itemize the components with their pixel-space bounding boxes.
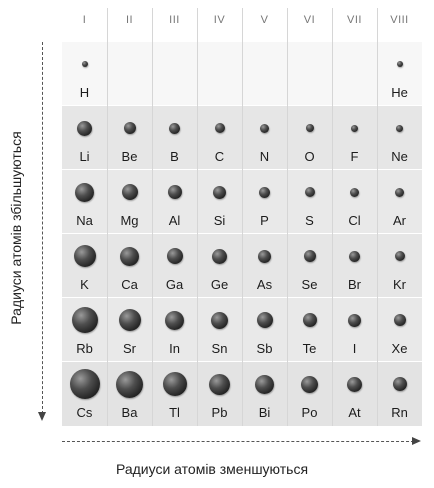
arrow-down-icon bbox=[38, 412, 46, 421]
atom-circle-c bbox=[215, 123, 225, 133]
atom-circle-ga bbox=[167, 248, 183, 264]
element-symbol-ca: Ca bbox=[121, 277, 138, 292]
group-header-7: VII bbox=[347, 14, 362, 26]
group-header-8: VIII bbox=[390, 14, 409, 26]
atom-circle-po bbox=[301, 376, 318, 393]
element-symbol-se: Se bbox=[301, 277, 318, 292]
element-symbol-bi: Bi bbox=[258, 405, 271, 420]
element-symbol-cs: Cs bbox=[76, 405, 93, 420]
atom-circle-sn bbox=[211, 312, 228, 329]
group-header-4: IV bbox=[213, 14, 226, 26]
element-symbol-rn: Rn bbox=[391, 405, 408, 420]
element-symbol-xe: Xe bbox=[391, 341, 408, 356]
element-symbol-ga: Ga bbox=[165, 277, 184, 292]
atom-circle-kr bbox=[395, 251, 405, 261]
vertical-axis-label: Радиуси атомів збільшуються bbox=[8, 131, 24, 325]
element-symbol-sr: Sr bbox=[123, 341, 136, 356]
element-symbol-as: As bbox=[256, 277, 273, 292]
element-symbol-he: He bbox=[391, 85, 408, 100]
horizontal-axis-label: Радиуси атомів зменшуються bbox=[115, 461, 309, 477]
element-symbol-at: At bbox=[348, 405, 361, 420]
group-header-5: V bbox=[260, 14, 269, 26]
atom-circle-f bbox=[351, 125, 358, 132]
element-symbol-f: F bbox=[350, 149, 359, 164]
atom-circle-se bbox=[304, 250, 316, 262]
element-symbol-ba: Ba bbox=[121, 405, 138, 420]
element-symbol-al: Al bbox=[168, 213, 181, 228]
element-symbol-po: Po bbox=[301, 405, 318, 420]
atom-circle-ne bbox=[396, 125, 403, 132]
element-symbol-pb: Pb bbox=[211, 405, 228, 420]
horizontal-dashed-arrow-line bbox=[62, 441, 414, 442]
atom-circle-be bbox=[124, 122, 136, 134]
atom-circle-li bbox=[77, 121, 92, 136]
atom-circle-bi bbox=[255, 375, 274, 394]
atom-circle-rb bbox=[72, 307, 98, 333]
atom-circle-he bbox=[397, 61, 403, 67]
atom-circle-at bbox=[347, 377, 362, 392]
atom-circle-xe bbox=[394, 314, 406, 326]
atom-circle-na bbox=[75, 183, 94, 202]
element-symbol-sb: Sb bbox=[256, 341, 273, 356]
element-symbol-be: Be bbox=[121, 149, 138, 164]
element-symbol-ne: Ne bbox=[391, 149, 408, 164]
atom-circle-ge bbox=[212, 249, 227, 264]
element-symbol-c: C bbox=[214, 149, 225, 164]
vertical-dashed-arrow-line bbox=[42, 42, 43, 414]
group-header-1: I bbox=[82, 14, 87, 26]
atom-circle-rn bbox=[393, 377, 407, 391]
element-symbol-n: N bbox=[259, 149, 270, 164]
element-symbol-si: Si bbox=[213, 213, 226, 228]
atom-circle-sr bbox=[119, 309, 141, 331]
element-symbol-ge: Ge bbox=[210, 277, 229, 292]
atom-circle-sb bbox=[257, 312, 273, 328]
atom-circle-br bbox=[349, 251, 360, 262]
atom-circle-ar bbox=[395, 188, 404, 197]
atom-circle-cs bbox=[70, 369, 100, 399]
element-symbol-ar: Ar bbox=[393, 213, 406, 228]
element-symbol-k: K bbox=[80, 277, 89, 292]
element-symbol-mg: Mg bbox=[120, 213, 139, 228]
atom-circle-tl bbox=[163, 372, 187, 396]
atom-circle-mg bbox=[122, 184, 138, 200]
atom-circle-o bbox=[306, 124, 314, 132]
group-header-6: VI bbox=[303, 14, 316, 26]
element-symbol-tl: Tl bbox=[169, 405, 180, 420]
element-symbol-kr: Kr bbox=[393, 277, 406, 292]
element-symbol-s: S bbox=[305, 213, 314, 228]
element-symbol-in: In bbox=[169, 341, 180, 356]
group-header-2: II bbox=[125, 14, 134, 26]
element-symbol-te: Te bbox=[302, 341, 317, 356]
atom-circle-b bbox=[169, 123, 180, 134]
group-header-3: III bbox=[169, 14, 180, 26]
element-symbol-li: Li bbox=[79, 149, 90, 164]
element-symbol-br: Br bbox=[348, 277, 361, 292]
atom-circle-ca bbox=[120, 247, 139, 266]
atom-circle-k bbox=[74, 245, 96, 267]
atom-circle-al bbox=[168, 185, 182, 199]
atom-circle-as bbox=[258, 250, 271, 263]
element-symbol-cl: Cl bbox=[348, 213, 361, 228]
element-symbol-sn: Sn bbox=[211, 341, 228, 356]
atom-circle-i bbox=[348, 314, 361, 327]
atom-circle-p bbox=[259, 187, 270, 198]
element-symbol-h: H bbox=[79, 85, 90, 100]
atom-circle-in bbox=[165, 311, 184, 330]
arrow-right-icon bbox=[412, 437, 421, 445]
element-symbol-o: O bbox=[304, 149, 315, 164]
element-symbol-b: B bbox=[170, 149, 179, 164]
atom-circle-te bbox=[303, 313, 317, 327]
element-symbol-na: Na bbox=[76, 213, 93, 228]
atom-circle-si bbox=[213, 186, 226, 199]
atom-circle-s bbox=[305, 187, 315, 197]
atom-circle-h bbox=[82, 61, 88, 67]
element-symbol-rb: Rb bbox=[76, 341, 93, 356]
atom-circle-ba bbox=[116, 371, 143, 398]
atom-circle-n bbox=[260, 124, 269, 133]
element-symbol-i: I bbox=[352, 341, 357, 356]
atom-circle-pb bbox=[209, 374, 230, 395]
element-symbol-p: P bbox=[260, 213, 269, 228]
atom-circle-cl bbox=[350, 188, 359, 197]
